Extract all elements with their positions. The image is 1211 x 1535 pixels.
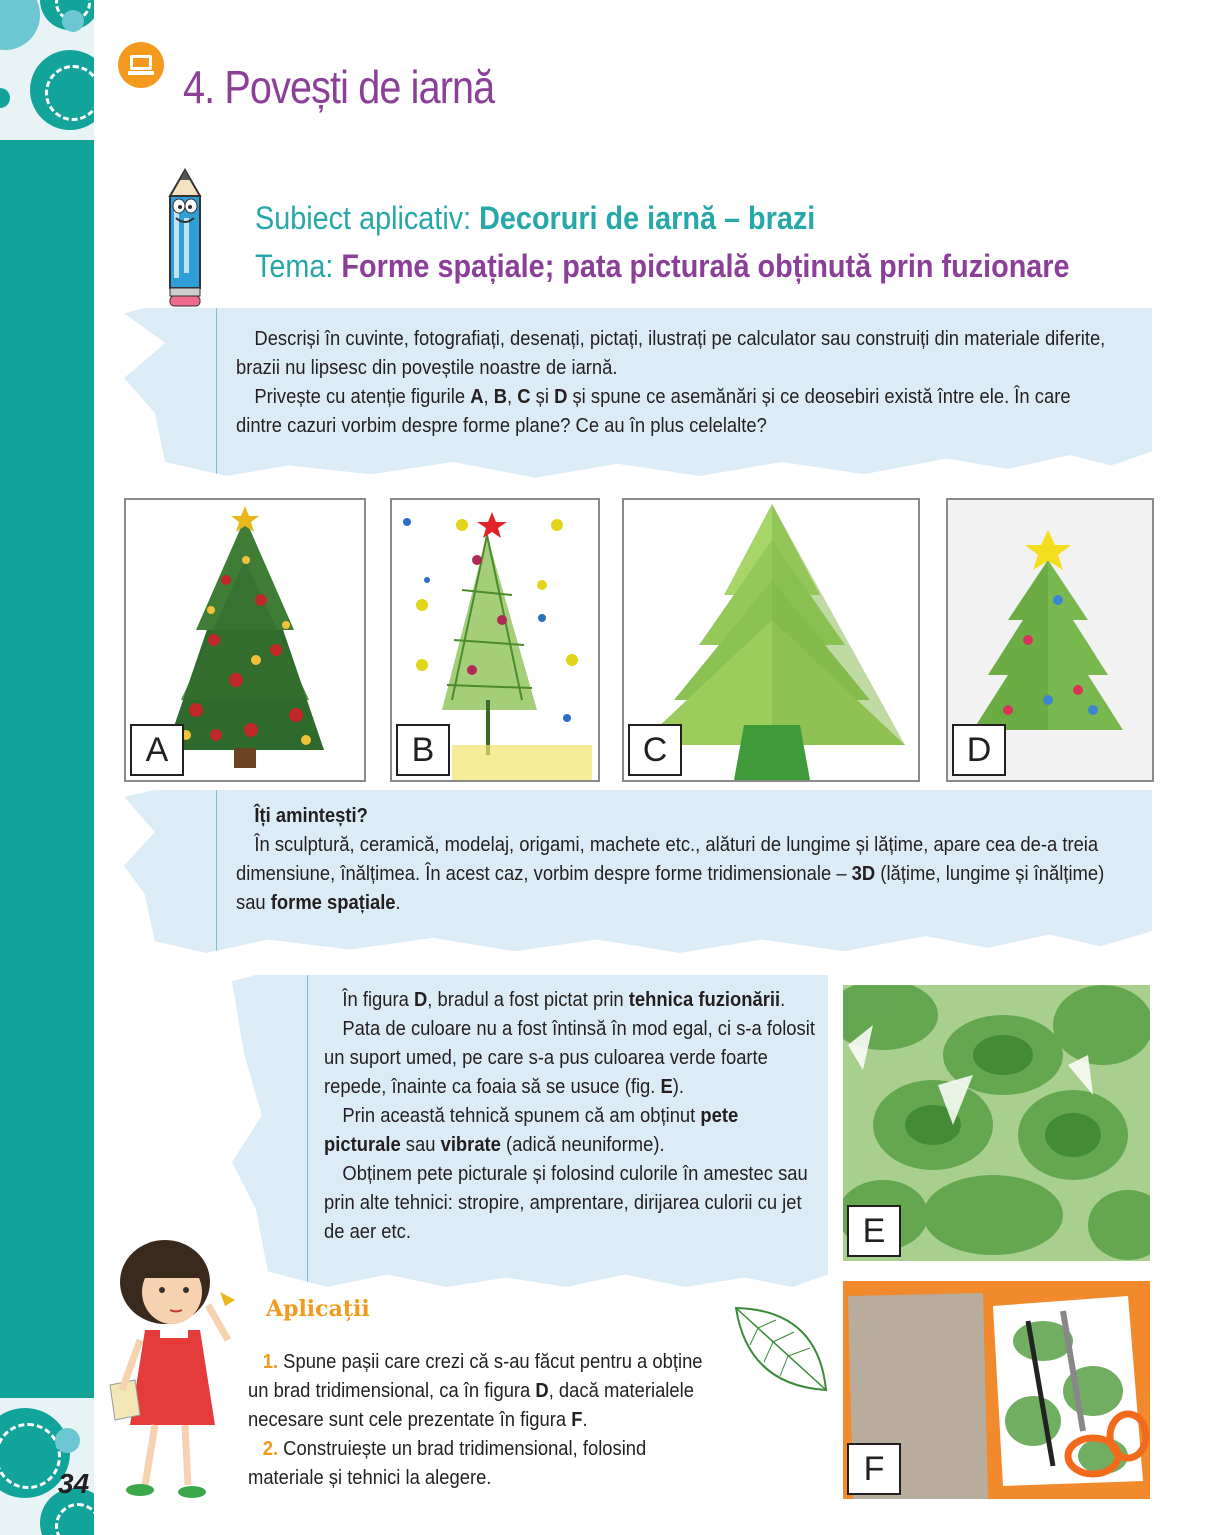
figure-label-a: A bbox=[130, 724, 184, 776]
figure-label-f: F bbox=[847, 1443, 901, 1495]
figure-d-painted-tree bbox=[946, 498, 1154, 782]
subject-line: Subiect aplicativ: Decoruri de iarnă – brazi bbox=[255, 200, 816, 236]
intro-paragraph-2: Privește cu atenție figurile A, B, C și D și spune ce asemănări și ce deosebiri există între ele. În care dintre cazuri vorbim despre forme plane? Ce au în plus celelalte? bbox=[236, 386, 1071, 437]
figure-f-materials bbox=[843, 1281, 1150, 1499]
theme-line: Tema: Forme spațiale; pata picturală obținută prin fuzionare bbox=[255, 248, 1070, 284]
applications-list bbox=[248, 1348, 726, 1493]
figure-label-d: D bbox=[952, 724, 1006, 776]
page-number: 34 bbox=[58, 1468, 90, 1499]
remember-text bbox=[236, 802, 1110, 918]
technique-paragraph-2: Pata de culoare nu a fost întinsă în mod egal, ci s-a folosit un suport umed, pe care s-a pus culoarea verde foarte repede, înainte ca foaia să se usuce (fig. E). bbox=[324, 1018, 815, 1098]
leaf-icon bbox=[728, 1300, 832, 1396]
figure-c-origami-tree bbox=[622, 498, 920, 782]
applications-title: Aplicații bbox=[266, 1296, 370, 1322]
intro-text bbox=[236, 325, 1105, 441]
computer-icon bbox=[118, 42, 164, 88]
technique-paragraph-4: Obținem pete picturale și folosind culorile în amestec sau prin alte tehnici: stropire, amprentare, dirijarea culorii cu jet de aer etc. bbox=[324, 1163, 808, 1243]
decorative-circles-bottom bbox=[0, 1398, 94, 1535]
figure-b-drawn-tree bbox=[390, 498, 600, 782]
figure-e-watercolor-texture bbox=[843, 985, 1150, 1261]
remember-paragraph: În sculptură, ceramică, modelaj, origami, machete etc., alături de lungime și lățime, apare cea de-a treia dimensiune, înălțimea. În acest caz, vorbim despre forme tridimensionale – 3D (lățime, lungime și înălțime) sau forme spațiale. bbox=[236, 834, 1105, 914]
theme-value: Forme spațiale; pata picturală obținută prin fuzionare bbox=[341, 248, 1070, 284]
remember-heading: Îți amintești? bbox=[254, 805, 368, 827]
girl-thinking-illustration bbox=[100, 1230, 240, 1510]
application-item-2: 2. Construiește un brad tridimensional, folosind materiale și tehnici la alegere. bbox=[248, 1438, 647, 1489]
technique-paragraph-3: Prin această tehnică spunem că am obținut pete picturale sau vibrate (adică neuniforme). bbox=[324, 1105, 739, 1156]
technique-paragraph-1: În figura D, bradul a fost pictat prin tehnica fuzionării. bbox=[342, 989, 786, 1011]
figure-label-e: E bbox=[847, 1205, 901, 1257]
subject-value: Decoruri de iarnă – brazi bbox=[479, 200, 816, 236]
intro-paragraph-1: Descriși în cuvinte, fotografiați, desenați, pictați, ilustrați pe calculator sau construiți din materiale diferite, brazii nu lipsesc din poveștile noastre de iarnă. bbox=[236, 328, 1106, 379]
left-sidebar-band bbox=[0, 0, 94, 1535]
figure-label-c: C bbox=[628, 724, 682, 776]
pencil-mascot-illustration bbox=[160, 168, 210, 308]
application-item-1: 1. Spune pașii care crezi că s-au făcut pentru a obține un brad tridimensional, ca în figura D, dacă materialele necesare sunt cele prezentate în figura F. bbox=[248, 1351, 703, 1431]
figure-label-b: B bbox=[396, 724, 450, 776]
decorative-circles-top bbox=[0, 0, 94, 140]
technique-text bbox=[324, 986, 819, 1247]
page-title: 4. Povești de iarnă bbox=[183, 61, 495, 113]
figure-a-decorated-tree bbox=[124, 498, 366, 782]
